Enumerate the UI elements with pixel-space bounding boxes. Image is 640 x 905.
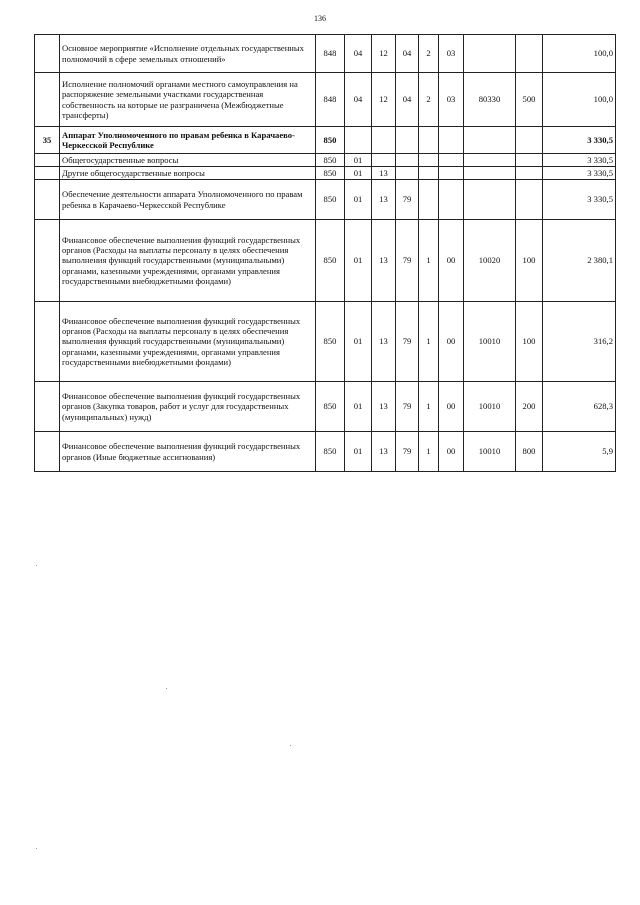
row-number <box>35 432 60 472</box>
row-grbs: 848 <box>316 35 345 73</box>
row-direction <box>464 35 516 73</box>
row-activity <box>439 167 464 180</box>
row-direction: 10020 <box>464 220 516 302</box>
row-program: 79 <box>396 432 419 472</box>
row-expense-type <box>516 167 543 180</box>
row-subprogram <box>419 127 439 154</box>
row-grbs: 850 <box>316 167 345 180</box>
row-name: Другие общегосударственные вопросы <box>60 167 316 180</box>
row-direction: 10010 <box>464 382 516 432</box>
row-number <box>35 167 60 180</box>
scan-speck <box>290 745 291 746</box>
scan-speck <box>36 848 37 849</box>
table-row <box>35 382 616 432</box>
row-subprogram: 2 <box>419 35 439 73</box>
row-grbs: 850 <box>316 302 345 382</box>
table-row <box>35 302 616 382</box>
row-subprogram: 1 <box>419 302 439 382</box>
row-direction <box>464 154 516 167</box>
row-expense-type: 100 <box>516 220 543 302</box>
row-subprogram <box>419 167 439 180</box>
row-name: Обеспечение деятельности аппарата Уполномоченного по правам ребенка в Карачаево-Черкесской Республике <box>60 180 316 220</box>
scan-speck <box>36 565 37 566</box>
row-expense-type <box>516 127 543 154</box>
table-row <box>35 220 616 302</box>
row-activity: 00 <box>439 220 464 302</box>
row-expense-type <box>516 35 543 73</box>
row-grbs: 850 <box>316 220 345 302</box>
row-subsection: 13 <box>372 167 396 180</box>
row-amount: 3 330,5 <box>543 127 616 154</box>
row-subsection: 13 <box>372 220 396 302</box>
row-section: 01 <box>345 220 372 302</box>
row-amount: 316,2 <box>543 302 616 382</box>
row-subsection: 12 <box>372 35 396 73</box>
row-expense-type: 200 <box>516 382 543 432</box>
row-grbs: 850 <box>316 127 345 154</box>
row-name: Исполнение полномочий органами местного самоуправления на распоряжение земельными участками государственная собственность на которые не разграничена (Межбюджетные трансферты) <box>60 73 316 127</box>
row-section: 01 <box>345 180 372 220</box>
table-row <box>35 73 616 127</box>
row-activity <box>439 154 464 167</box>
row-subprogram: 1 <box>419 432 439 472</box>
row-activity: 00 <box>439 432 464 472</box>
row-amount: 2 380,1 <box>543 220 616 302</box>
row-expense-type: 100 <box>516 302 543 382</box>
row-subsection <box>372 127 396 154</box>
row-expense-type: 800 <box>516 432 543 472</box>
row-program: 79 <box>396 382 419 432</box>
row-name: Финансовое обеспечение выполнения функций государственных органов (Расходы на выплаты персоналу в целях обеспечения выполнения функций государственными (муниципальными) органами, казенными учреждениями, органами управления государственными внебюджетными фондами) <box>60 302 316 382</box>
row-subprogram: 2 <box>419 73 439 127</box>
row-amount: 100,0 <box>543 35 616 73</box>
row-activity: 03 <box>439 73 464 127</box>
row-section: 04 <box>345 35 372 73</box>
row-expense-type: 500 <box>516 73 543 127</box>
row-name: Финансовое обеспечение выполнения функций государственных органов (Закупка товаров, работ и услуг для государственных (муниципальных) нужд) <box>60 382 316 432</box>
row-section <box>345 127 372 154</box>
row-expense-type <box>516 180 543 220</box>
row-program: 79 <box>396 180 419 220</box>
row-grbs: 848 <box>316 73 345 127</box>
row-name: Финансовое обеспечение выполнения функций государственных органов (Расходы на выплаты персоналу в целях обеспечения выполнения функций государственными (муниципальными) органами, казенными учреждениями, органами управления государственными внебюджетными фондами) <box>60 220 316 302</box>
row-subsection <box>372 154 396 167</box>
row-subprogram <box>419 180 439 220</box>
row-subprogram <box>419 154 439 167</box>
row-grbs: 850 <box>316 382 345 432</box>
row-amount: 3 330,5 <box>543 154 616 167</box>
row-direction: 10010 <box>464 432 516 472</box>
row-program: 04 <box>396 35 419 73</box>
row-subsection: 13 <box>372 180 396 220</box>
row-name: Аппарат Уполномоченного по правам ребенка в Карачаево-Черкесской Республике <box>60 127 316 154</box>
table-row <box>35 180 616 220</box>
row-program: 04 <box>396 73 419 127</box>
row-section: 01 <box>345 432 372 472</box>
row-expense-type <box>516 154 543 167</box>
table-row <box>35 432 616 472</box>
row-direction <box>464 180 516 220</box>
row-program <box>396 154 419 167</box>
row-name: Основное мероприятие «Исполнение отдельных государственных полномочий в сфере земельных отношений» <box>60 35 316 73</box>
row-subsection: 13 <box>372 432 396 472</box>
row-section: 01 <box>345 167 372 180</box>
row-activity: 00 <box>439 382 464 432</box>
table-row <box>35 167 616 180</box>
row-program <box>396 127 419 154</box>
row-subprogram: 1 <box>419 382 439 432</box>
row-amount: 100,0 <box>543 73 616 127</box>
row-section: 04 <box>345 73 372 127</box>
table-row <box>35 154 616 167</box>
row-name: Общегосударственные вопросы <box>60 154 316 167</box>
row-direction <box>464 167 516 180</box>
row-amount: 3 330,5 <box>543 180 616 220</box>
row-number <box>35 220 60 302</box>
row-subsection: 13 <box>372 302 396 382</box>
row-number <box>35 302 60 382</box>
row-number <box>35 35 60 73</box>
row-program: 79 <box>396 302 419 382</box>
row-subsection: 12 <box>372 73 396 127</box>
row-amount: 5,9 <box>543 432 616 472</box>
row-activity <box>439 180 464 220</box>
row-number <box>35 382 60 432</box>
row-number <box>35 154 60 167</box>
row-direction: 10010 <box>464 302 516 382</box>
row-number: 35 <box>35 127 60 154</box>
row-amount: 3 330,5 <box>543 167 616 180</box>
row-activity: 00 <box>439 302 464 382</box>
row-number <box>35 73 60 127</box>
row-subsection: 13 <box>372 382 396 432</box>
row-program <box>396 167 419 180</box>
row-grbs: 850 <box>316 154 345 167</box>
row-section: 01 <box>345 302 372 382</box>
row-direction <box>464 127 516 154</box>
row-direction: 80330 <box>464 73 516 127</box>
budget-table <box>34 34 616 472</box>
row-program: 79 <box>396 220 419 302</box>
row-subprogram: 1 <box>419 220 439 302</box>
row-activity <box>439 127 464 154</box>
table-row <box>35 127 616 154</box>
scan-speck <box>166 688 167 689</box>
page-number: 136 <box>314 14 326 23</box>
row-activity: 03 <box>439 35 464 73</box>
row-grbs: 850 <box>316 180 345 220</box>
row-number <box>35 180 60 220</box>
row-name: Финансовое обеспечение выполнения функций государственных органов (Иные бюджетные ассигнования) <box>60 432 316 472</box>
table-row <box>35 35 616 73</box>
row-section: 01 <box>345 382 372 432</box>
row-section: 01 <box>345 154 372 167</box>
row-grbs: 850 <box>316 432 345 472</box>
row-amount: 628,3 <box>543 382 616 432</box>
